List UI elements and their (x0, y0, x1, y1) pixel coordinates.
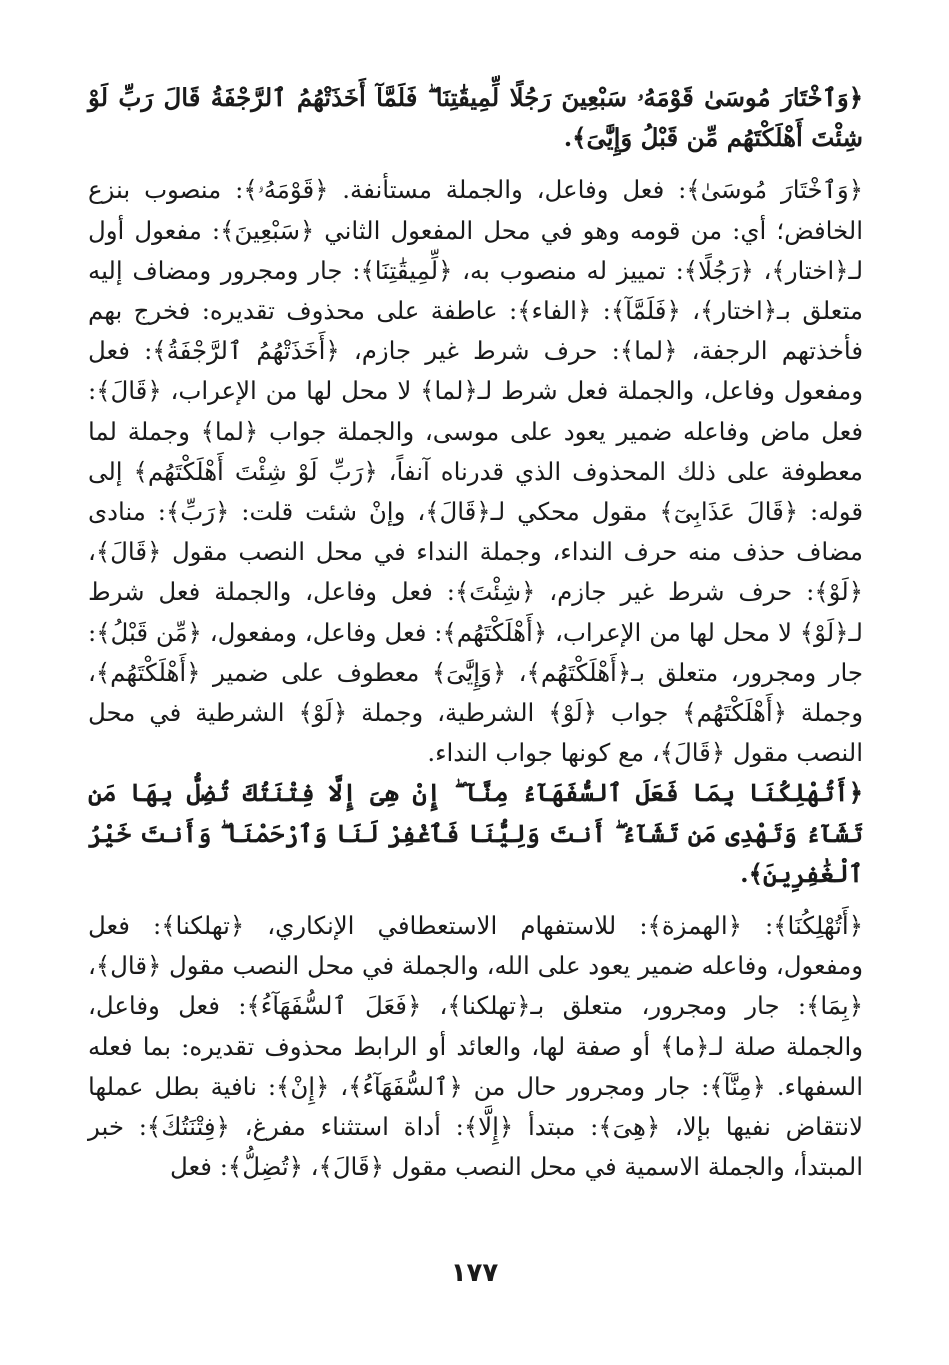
commentary-paragraph-2: ﴿أَتُهْلِكُنَا﴾: ﴿الهمزة﴾: للاستفهام الاستعطافي الإنكاري، ﴿تهلكنا﴾: فعل ومفعول، وفاعله ضمير يعود على الله، والجملة في محل النصب مقول ﴿قال﴾، ﴿بِمَا﴾: جار ومجرور، متعلق بـ﴿تهلكنا﴾، ﴿فَعَلَ ٱلسُّفَهَآءُ﴾: فعل وفاعل، والجملة صلة لـ﴿ما﴾ أو صفة لها، والعائد أو الرابط محذوف تقديره: بما فعله السفهاء. ﴿مِنَّآ﴾: جار ومجرور حال من ﴿ٱلسُّفَهَآءُ﴾، ﴿إِنْ﴾: نافية بطل عملها لانتقاض نفيها بإلا، ﴿هِىَ﴾: مبتدأ ﴿إِلَّا﴾: أداة استثناء مفرغ، ﴿فِتْنَتُكَ﴾: خبر المبتدأ، والجملة الاسمية في محل النصب مقول ﴿قَالَ﴾، ﴿تُضِلُّ﴾: فعل (88, 911, 863, 1182)
page-number: ١٧٧ (450, 1258, 499, 1288)
page-content (88, 78, 863, 1187)
paragraph-spacer (88, 894, 863, 906)
commentary-paragraph-1: ﴿وَٱخْتَارَ مُوسَىٰ﴾: فعل وفاعل، والجملة مستأنفة. ﴿قَوْمَهُۥ﴾: منصوب بنزع الخافض؛ أي: من قومه وهو في محل المفعول الثاني ﴿سَبْعِينَ﴾: مفعول أول لـ﴿اختار﴾، ﴿رَجُلًا﴾: تمييز له منصوب به، ﴿لِّمِيقَٰتِنَا﴾: جار ومجرور ومضاف إليه متعلق بـ﴿اختار﴾، ﴿فَلَمَّآ﴾: ﴿الفاء﴾: عاطفة على محذوف تقديره: فخرج بهم فأخذتهم الرجفة، ﴿لما﴾: حرف شرط غير جازم، ﴿أَخَذَتْهُمُ ٱلرَّجْفَةُ﴾: فعل ومفعول وفاعل، والجملة فعل شرط لـ﴿لما﴾ لا محل لها من الإعراب، ﴿قَالَ﴾: فعل ماض وفاعله ضمير يعود على موسى، والجملة جواب ﴿لما﴾ وجملة لما معطوفة على ذلك المحذوف الذي قدرناه آنفاً، ﴿رَبِّ لَوْ شِئْتَ أَهْلَكْتَهُم﴾ إلى قوله: ﴿قَالَ عَذَابِىٓ﴾ مقول محكي لـ﴿قَالَ﴾، وإنْ شئت قلت: ﴿رَبِّ﴾: منادى مضاف حذف منه حرف النداء، وجملة النداء في محل النصب مقول ﴿قَالَ﴾، ﴿لَوْ﴾: حرف شرط غير جازم، ﴿شِئْتَ﴾: فعل وفاعل، والجملة فعل شرط لـ﴿لَوْ﴾ لا محل لها من الإعراب، ﴿أَهْلَكْتَهُم﴾: فعل وفاعل، ومفعول، ﴿مِّن قَبْلُ﴾: جار ومجرور، متعلق بـ﴿أَهْلَكْتَهُم﴾، ﴿وَإِيَّٰىَ﴾ معطوف على ضمير ﴿أَهْلَكْتَهُم﴾، وجملة ﴿أَهْلَكْتَهُم﴾ جواب ﴿لَوْ﴾ الشرطية، وجملة ﴿لَوْ﴾ الشرطية في محل النصب مقول ﴿قَالَ﴾، مع كونها جواب النداء. (88, 175, 863, 768)
quran-verse-1: ﴿وَٱخْتَارَ مُوسَىٰ قَوْمَهُۥ سَبْعِينَ رَجُلًا لِّمِيقَٰتِنَا ۖ فَلَمَّآ أَخَذَتْهُمُ ٱلرَّجْفَةُ قَالَ رَبِّ لَوْ شِئْتَ أَهْلَكْتَهُم مِّن قَبْلُ وَإِيَّٰىَ﴾. (88, 83, 863, 153)
quran-verse-2: ﴿أَتُهْلِكُنَا بِمَا فَعَلَ ٱلسُّفَهَآءُ مِنَّآ ۖ إِنْ هِىَ إِلَّا فِتْنَتُكَ تُضِلُّ بِهَا مَن تَشَآءُ وَتَهْدِى مَن تَشَآءُ ۖ أَنتَ وَلِيُّنَا فَٱغْفِرْ لَنَا وَٱرْحَمْنَا ۖ وَأَنتَ خَيْرُ ٱلْغَٰفِرِينَ﴾. (88, 778, 863, 888)
paragraph-spacer (88, 158, 863, 170)
